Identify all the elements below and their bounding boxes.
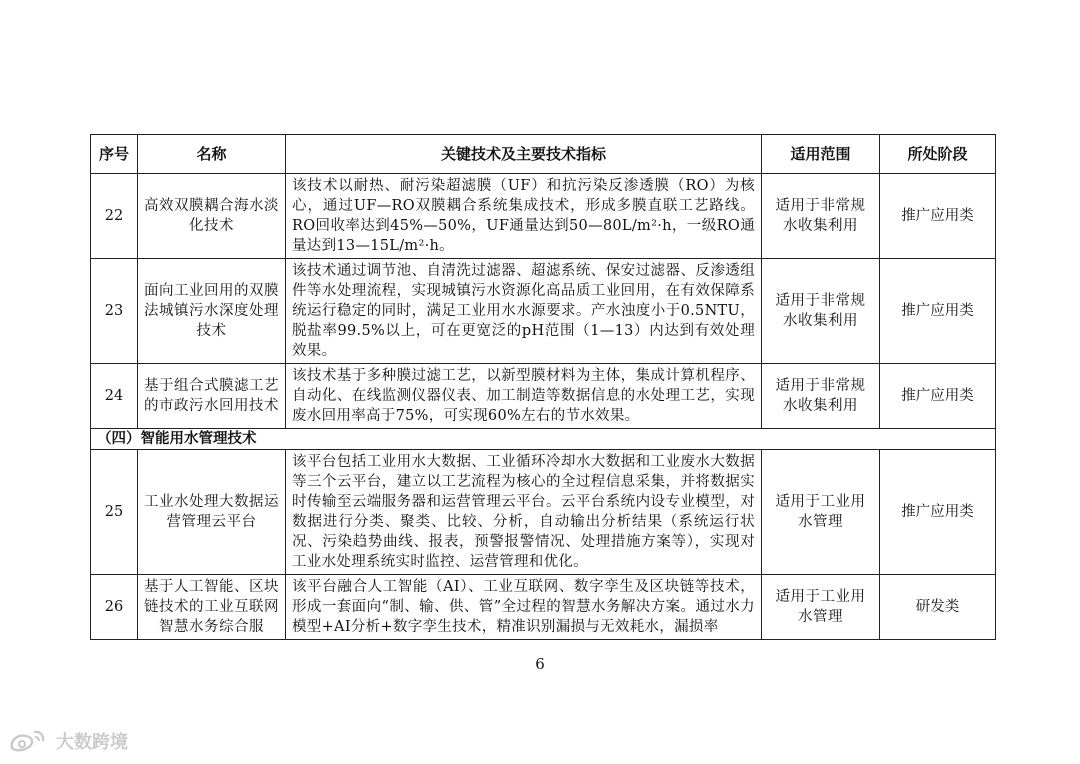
page-number: 6 [535,655,545,673]
row-name: 高效双膜耦合海水淡化技术 [138,174,286,259]
row-stage: 推广应用类 [880,364,996,429]
row-number: 23 [91,259,138,364]
row-name: 基于组合式膜滤工艺的市政污水回用技术 [138,364,286,429]
row-number: 26 [91,575,138,640]
row-name: 面向工业回用的双膜法城镇污水深度处理技术 [138,259,286,364]
row-scope: 适用于工业用水管理 [762,450,880,575]
table-row [91,575,996,640]
row-stage: 推广应用类 [880,174,996,259]
section-title: （四）智能用水管理技术 [91,429,996,450]
section-row [91,429,996,450]
row-name: 基于人工智能、区块链技术的工业互联网智慧水务综合服 [138,575,286,640]
technology-table [90,134,996,640]
header-stage: 所处阶段 [880,135,996,174]
row-tech: 该技术以耐热、耐污染超滤膜（UF）和抗污染反渗透膜（RO）为核心，通过UF—RO双膜耦合系统集成技术，形成多膜直联工艺路线。RO回收率达到45%—50%，UF通量达到50—80L/m²·h，一级RO通量达到13—15L/m²·h。 [286,174,762,259]
watermark-text: 大数跨境 [56,732,128,753]
weibo-logo-icon [8,728,48,754]
row-number: 25 [91,450,138,575]
row-tech: 该平台融合人工智能（AI）、工业互联网、数字孪生及区块链等技术，形成一套面向“制、输、供、管”全过程的智慧水务解决方案。通过水力模型+AI分析+数字孪生技术，精准识别漏损与无效耗水，漏损率 [286,575,762,640]
table-header-row [91,135,996,174]
table-row [91,364,996,429]
row-scope: 适用于非常规水收集利用 [762,364,880,429]
row-stage: 研发类 [880,575,996,640]
row-tech: 该技术基于多种膜过滤工艺，以新型膜材料为主体，集成计算机程序、自动化、在线监测仪器仪表、加工制造等数据信息的水处理工艺，实现废水回用率高于75%，可实现60%左右的节水效果。 [286,364,762,429]
row-number: 24 [91,364,138,429]
table-row [91,259,996,364]
row-tech: 该技术通过调节池、自清洗过滤器、超滤系统、保安过滤器、反渗透组件等水处理流程，实现城镇污水资源化高品质工业回用，在有效保障系统运行稳定的同时，满足工业用水水源要求。产水浊度小于0.5NTU，脱盐率99.5%以上，可在更宽泛的pH范围（1—13）内达到有效处理效果。 [286,259,762,364]
header-no: 序号 [91,135,138,174]
row-tech: 该平台包括工业用水大数据、工业循环冷却水大数据和工业废水大数据等三个云平台，建立以工艺流程为核心的全过程信息采集，并将数据实时传输至云端服务器和运营管理云平台。云平台系统内设专业模型，对数据进行分类、聚类、比较、分析，自动输出分析结果（系统运行状况、污染趋势曲线、报表，预警报警情况、处理措施方案等），实现对工业水处理系统实时监控、运营管理和优化。 [286,450,762,575]
row-name: 工业水处理大数据运营管理云平台 [138,450,286,575]
header-scope: 适用范围 [762,135,880,174]
row-stage: 推广应用类 [880,450,996,575]
row-scope: 适用于工业用水管理 [762,575,880,640]
row-scope: 适用于非常规水收集利用 [762,174,880,259]
row-number: 22 [91,174,138,259]
header-tech: 关键技术及主要技术指标 [286,135,762,174]
table-row [91,174,996,259]
header-name: 名称 [138,135,286,174]
row-scope: 适用于非常规水收集利用 [762,259,880,364]
row-stage: 推广应用类 [880,259,996,364]
table-row [91,450,996,575]
watermark [8,728,128,754]
